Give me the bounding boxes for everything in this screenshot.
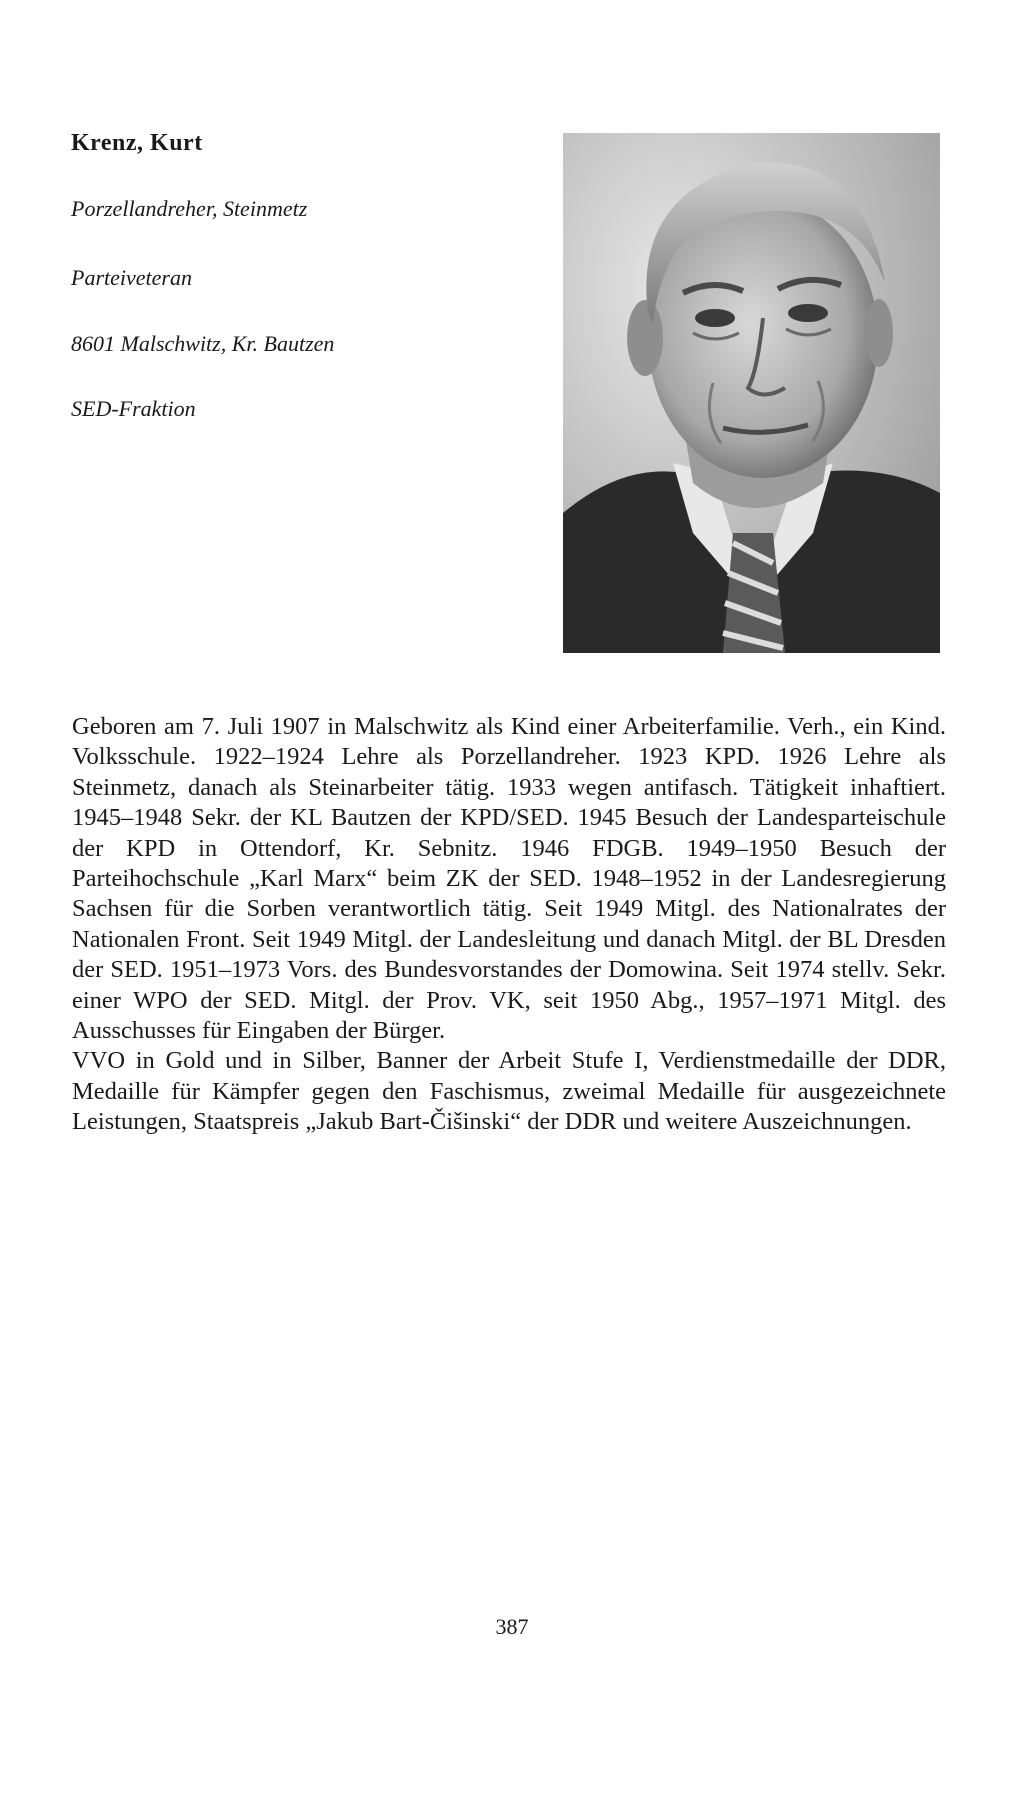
- biography-career: Geboren am 7. Juli 1907 in Malschwitz als Kind einer Arbeiterfamilie. Verh., ein Kind. Volksschule. 1922–1924 Lehre als Porzellandreher. 1923 KPD. 1926 Lehre als Steinmetz, danach als Steinarbeiter tätig. 1933 wegen antifasch. Tätigkeit inhaftiert. 1945–1948 Sekr. der KL Bautzen der KPD/SED. 1945 Besuch der Landesparteischule der KPD in Ottendorf, Kr. Sebnitz. 1946 FDGB. 1949–1950 Besuch der Parteihochschule „Karl Marx“ beim ZK der SED. 1948–1952 in der Landesregierung Sachsen für die Sorben verantwortlich tätig. Seit 1949 Mitgl. des Nationalrates der Nationalen Front. Seit 1949 Mitgl. der Landesleitung und danach Mitgl. der BL Dresden der SED. 1951–1973 Vors. des Bundesvorstandes der Domowina. Seit 1974 stellv. Sekr. einer WPO der SED. Mitgl. der Prov. VK, seit 1950 Abg., 1957–1971 Mitgl. des Ausschusses für Eingaben der Bürger.: [72, 713, 946, 1045]
- page-number: 387: [495, 1614, 529, 1639]
- occupation: Porzellandreher, Steinmetz: [71, 196, 308, 221]
- address: 8601 Malschwitz, Kr. Bautzen: [71, 331, 335, 356]
- party-role: Parteiveteran: [71, 265, 192, 290]
- portrait-photo: [563, 133, 940, 653]
- biography-awards: VVO in Gold und in Silber, Banner der Arbeit Stufe I, Verdienstmedaille der DDR, Medaille für Kämpfer gegen den Faschismus, zweimal Medaille für ausgezeichnete Leistungen, Staatspreis „Jakub Bart-Čišinski“ der DDR und weitere Auszeichnungen.: [72, 1047, 946, 1136]
- faction: SED-Fraktion: [71, 396, 196, 421]
- person-name: Krenz, Kurt: [71, 130, 203, 156]
- biography: [72, 712, 946, 1138]
